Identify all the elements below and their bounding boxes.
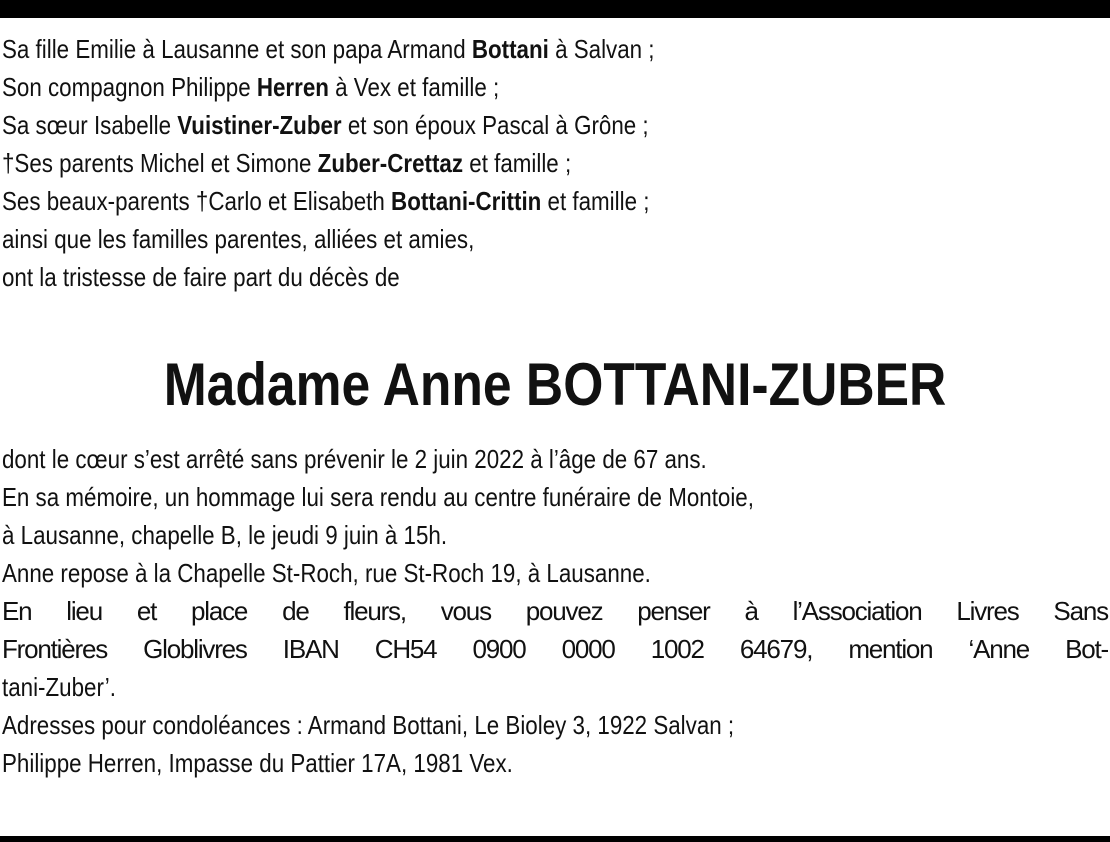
bottom-border-rule	[0, 836, 1110, 842]
word: IBAN	[282, 634, 339, 664]
word: 0900	[472, 634, 526, 664]
family-text: Son compagnon Philippe	[2, 72, 257, 102]
top-border-rule	[0, 0, 1110, 18]
word: Globlivres	[143, 634, 247, 664]
details-line-1: dont le cœur s’est arrêté sans prévenir le 2 juin 2022 à l’âge de 67 ans.	[2, 444, 707, 474]
word: CH54	[374, 634, 437, 664]
family-text: à Salvan ;	[548, 34, 655, 64]
details-line-6	[2, 630, 1108, 668]
word: l’Association	[792, 596, 922, 626]
family-text: Sa fille Emilie à Lausanne et son papa Armand	[2, 34, 472, 64]
family-announcement	[2, 30, 1108, 296]
word: place	[191, 596, 248, 626]
family-line-6	[2, 220, 953, 258]
word: penser	[637, 596, 710, 626]
word: ‘Anne	[968, 634, 1029, 664]
family-text: Ses beaux-parents †Carlo et Elisabeth	[2, 186, 392, 216]
details-line-8: Adresses pour condoléances : Armand Bottani, Le Bioley 3, 1922 Salvan ;	[2, 710, 735, 740]
family-text: à Vex et famille ;	[328, 72, 500, 102]
details-line-3: à Lausanne, chapelle B, le jeudi 9 juin à 15h.	[2, 520, 448, 550]
details-line-2: En sa mémoire, un hommage lui sera rendu au centre funéraire de Montoie,	[2, 482, 754, 512]
family-text: ainsi que les familles parentes, alliées et amies,	[2, 224, 475, 254]
deceased-name: Madame Anne BOTTANI-ZUBER	[163, 351, 947, 418]
word: et	[136, 596, 157, 626]
word: lieu	[66, 596, 102, 626]
family-text: et famille ;	[541, 186, 650, 216]
word: de	[282, 596, 309, 626]
family-surname: Vuistiner-Zuber	[177, 110, 342, 140]
details-line-7: tani-Zuber’.	[2, 672, 116, 702]
family-line-4	[2, 144, 953, 182]
details-line-4: Anne repose à la Chapelle St-Roch, rue St-Roch 19, à Lausanne.	[2, 558, 651, 588]
word: pouvez	[525, 596, 603, 626]
service-details	[2, 440, 1108, 782]
family-text: †Ses parents Michel et Simone	[2, 148, 318, 178]
family-line-2	[2, 68, 953, 106]
family-surname: Bottani	[471, 34, 549, 64]
details-line-5	[2, 592, 1108, 630]
details-line-9: Philippe Herren, Impasse du Pattier 17A, 1981 Vex.	[2, 748, 513, 778]
family-line-1	[2, 30, 953, 68]
family-line-3	[2, 106, 953, 144]
word: 64679,	[739, 634, 813, 664]
word: vous	[440, 596, 491, 626]
deceased-name-heading	[0, 346, 1110, 424]
word: mention	[848, 634, 933, 664]
family-line-5	[2, 182, 953, 220]
word: Sans	[1053, 596, 1108, 626]
word: Bot-	[1065, 634, 1108, 664]
word: Livres	[956, 596, 1019, 626]
family-text: Sa sœur Isabelle	[2, 110, 178, 140]
family-surname: Herren	[256, 72, 329, 102]
family-line-7	[2, 258, 953, 296]
word: Frontières	[2, 634, 108, 664]
family-surname: Zuber-Crettaz	[317, 148, 464, 178]
family-surname: Bottani-Crittin	[391, 186, 542, 216]
word: 1002	[650, 634, 704, 664]
family-text: et famille ;	[463, 148, 572, 178]
family-text: ont la tristesse de faire part du décès de	[2, 262, 400, 292]
word: fleurs,	[343, 596, 406, 626]
word: à	[744, 596, 758, 626]
word: En	[2, 596, 32, 626]
family-text: et son époux Pascal à Grône ;	[341, 110, 649, 140]
word: 0000	[561, 634, 615, 664]
